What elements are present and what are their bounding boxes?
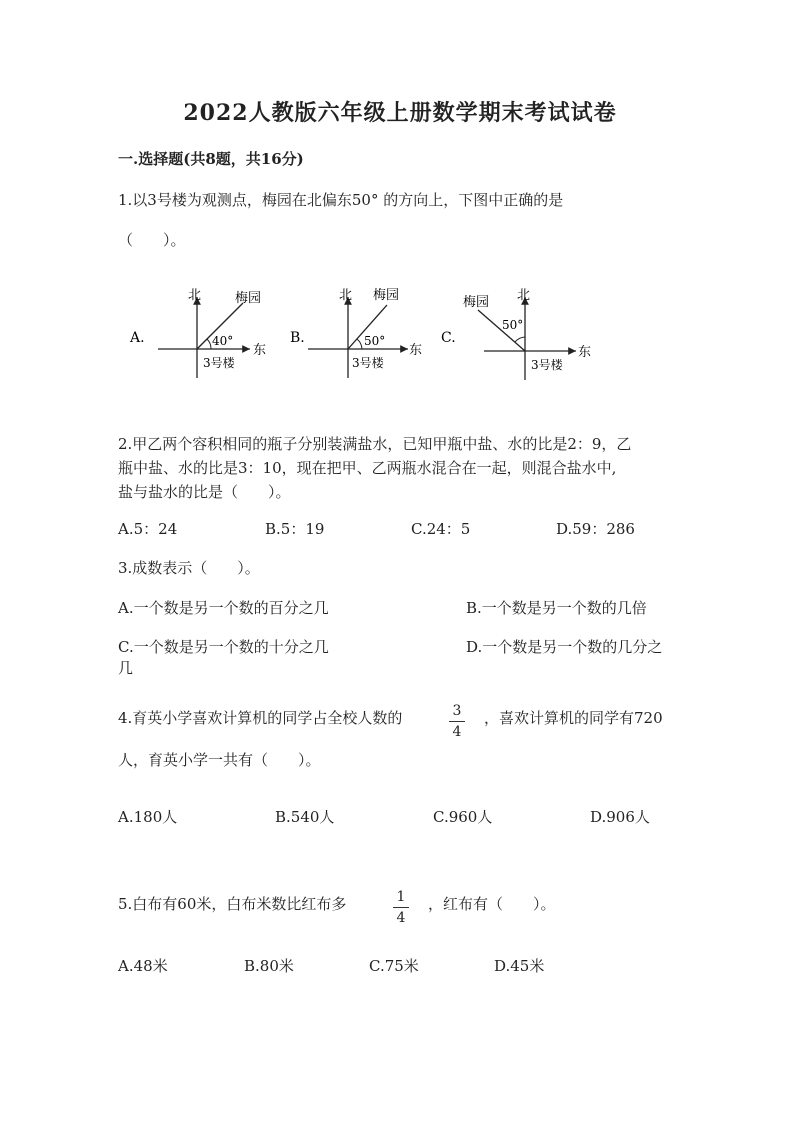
diagram-a-angle: 40° (212, 334, 234, 348)
q5-option-c: C.75米 (369, 957, 419, 975)
q5-option-a: A.48米 (118, 957, 168, 975)
q2-line3: 盐与盐水的比是（ ）。 (118, 483, 291, 501)
q3-option-c: C.一个数是另一个数的十分之几 (118, 638, 329, 656)
diagram-b (290, 287, 422, 378)
q4-text-after: ，喜欢计算机的同学有720 (484, 709, 663, 727)
page-title: 2022人教版六年级上册数学期末考试试卷 (183, 100, 617, 126)
q5-option-d: D.45米 (494, 957, 545, 975)
diagram-a-east: 东 (253, 343, 267, 358)
q5-fraction-denominator: 4 (396, 910, 406, 926)
q1-paren: （ ）。 (118, 231, 186, 249)
q5-fraction-numerator: 1 (396, 889, 406, 905)
q2-option-c: C.24：5 (411, 520, 471, 538)
q4-fraction-numerator: 3 (452, 703, 462, 719)
diagram-b-east: 东 (409, 343, 423, 358)
q2-option-a: A.5：24 (118, 520, 178, 538)
q4-option-b: B.540人 (275, 808, 335, 826)
diagram-a-garden: 梅园 (235, 291, 262, 306)
diagram-b-garden: 梅园 (373, 288, 400, 303)
q1-text: 1.以3号楼为观测点，梅园在北偏东50° 的方向上，下图中正确的是 (118, 191, 564, 209)
diagram-c-east: 东 (578, 345, 592, 360)
q2-option-d: D.59：286 (556, 520, 635, 538)
diagram-c-garden: 梅园 (463, 295, 490, 310)
diagram-c-building: 3号楼 (531, 358, 563, 372)
q4-option-a: A.180人 (118, 808, 178, 826)
q2-line1: 2.甲乙两个容积相同的瓶子分别装满盐水，已知甲瓶中盐、水的比是2：9，乙 (118, 435, 632, 453)
diagram-c-north: 北 (517, 288, 531, 303)
diagram-a-north: 北 (188, 288, 202, 303)
q3-text: 3.成数表示（ ）。 (118, 559, 260, 577)
q5-text-before: 5.白布有60米，白布米数比红布多 (118, 895, 347, 913)
q3-option-c-wrap: 几 (118, 659, 134, 677)
diagram-c-angle: 50° (502, 318, 524, 332)
q5-text-after: ，红布有（ ）。 (428, 895, 556, 913)
q4-option-d: D.906人 (590, 808, 650, 826)
q3-option-d: D.一个数是另一个数的几分之 (466, 638, 663, 656)
q2-line2: 瓶中盐、水的比是3：10，现在把甲、乙两瓶水混合在一起，则混合盐水中, (118, 459, 617, 477)
q2-option-b: B.5：19 (265, 520, 325, 538)
diagram-a-label: A. (130, 330, 145, 346)
diagram-c-label: C. (441, 330, 456, 346)
q4-text-before: 4.育英小学喜欢计算机的同学占全校人数的 (118, 709, 403, 727)
q5-option-b: B.80米 (244, 957, 294, 975)
diagram-b-label: B. (290, 330, 305, 346)
diagram-a-building: 3号楼 (203, 356, 235, 370)
diagram-a (129, 288, 266, 378)
q5-fraction (391, 888, 411, 927)
section-heading: 一.选择题(共8题，共16分) (118, 150, 304, 168)
diagram-c (441, 288, 591, 380)
q3-option-b: B.一个数是另一个数的几倍 (466, 599, 647, 617)
diagram-b-building: 3号楼 (352, 356, 384, 370)
diagram-b-north: 北 (339, 288, 353, 303)
diagram-b-angle: 50° (364, 334, 386, 348)
q4-fraction (447, 702, 467, 741)
q4-fraction-denominator: 4 (452, 724, 462, 740)
q3-option-a: A.一个数是另一个数的百分之几 (118, 599, 329, 617)
q4-line2: 人，育英小学一共有（ ）。 (118, 751, 321, 769)
q4-option-c: C.960人 (433, 808, 493, 826)
q1-diagrams (0, 275, 800, 385)
